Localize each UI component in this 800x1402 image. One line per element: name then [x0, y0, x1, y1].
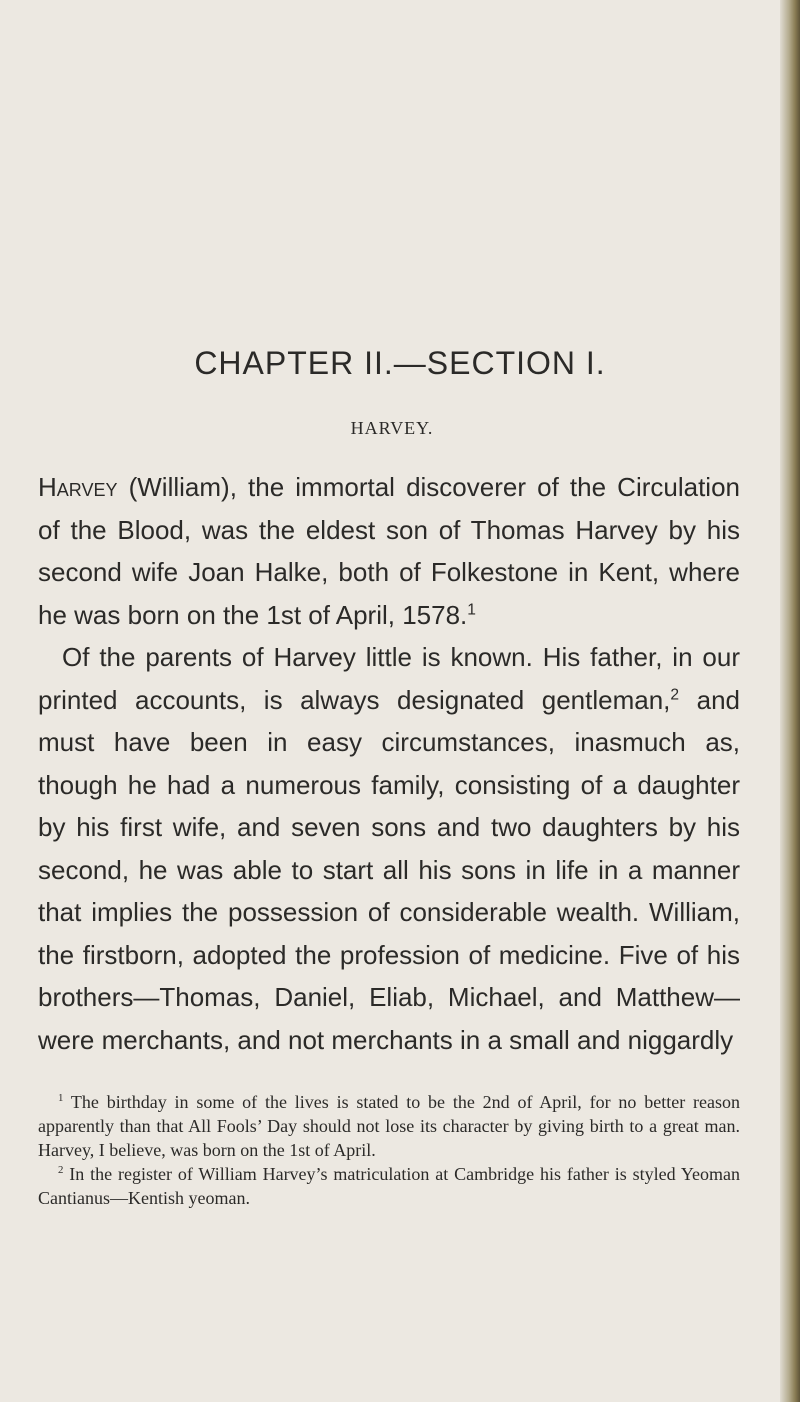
footnote-1 [38, 1090, 740, 1162]
footnote-marker: 1 [58, 1092, 64, 1104]
footnote-text: The birthday in some of the lives is stated to be the 2nd of April, for no better reason apparently than that All Fools’ Day should not lose its character by giving birth to a great man. Harvey, I believe, was born on the 1st of April. [38, 1092, 740, 1160]
footnotes [38, 1090, 740, 1210]
paragraph-2-text-a: Of the parents of Harvey little is known. His father, in our printed accounts, is always designated gentleman, [38, 642, 740, 715]
footnote-ref-2: 2 [670, 685, 680, 703]
footnote-text: In the register of William Harvey’s matriculation at Cambridge his father is styled Yeoman Cantianus—Kentish yeoman. [38, 1164, 741, 1208]
footnote-marker: 2 [58, 1164, 64, 1176]
paragraph-2 [38, 636, 740, 1061]
page-edge [780, 0, 800, 1402]
lead-word: Harvey [38, 472, 118, 502]
footnote-2 [38, 1162, 740, 1210]
footnote-ref-1: 1 [467, 600, 476, 618]
paragraph-1 [38, 466, 740, 636]
paragraph-2-text-b: and must have been in easy circumstances, inasmuch as, though he had a numerous family, consisting of a daughter by his first wife, and seven sons and two daughters by his second, he was able to start all his sons in life in a manner that implies the possession of considerable wealth. William, the firstborn, adopted the profession of medicine. Five of his brothers—Thomas, Daniel, Eliab, Michael, and Matthew—were merchants, and not merchants in a small and niggardly [38, 684, 741, 1055]
section-title: HARVEY. [350, 418, 434, 438]
body-text [38, 466, 740, 1061]
paragraph-1-text: (William), the immortal discoverer of the Circulation of the Blood, was the eldest son of Thomas Harvey by his second wife Joan Halke, both of Folkestone in Kent, where he was born on the 1st of April, 1578. [38, 472, 740, 630]
chapter-heading: CHAPTER II.—SECTION I. [194, 345, 606, 381]
